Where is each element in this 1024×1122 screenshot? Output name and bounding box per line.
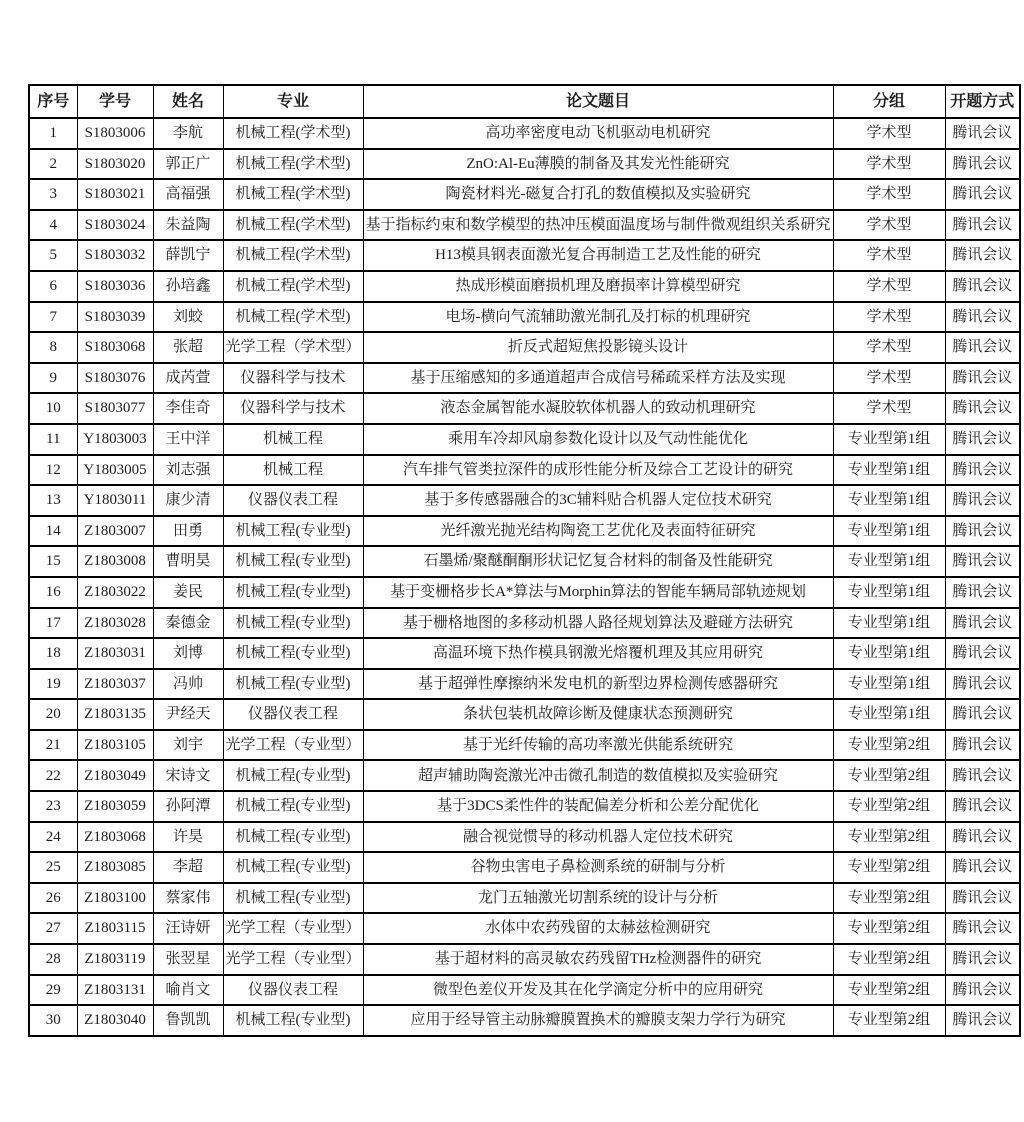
cell-mode: 腾讯会议 bbox=[945, 699, 1020, 730]
table-header bbox=[29, 85, 1020, 118]
cell-student-id: S1803024 bbox=[77, 210, 153, 241]
cell-thesis-title: 基于指标约束和数学模型的热冲压模面温度场与制件微观组织关系研究 bbox=[363, 210, 833, 241]
cell-thesis-title: 超声辅助陶瓷激光冲击微孔制造的数值模拟及实验研究 bbox=[363, 760, 833, 791]
cell-name: 曹明昊 bbox=[153, 546, 223, 577]
cell-index: 27 bbox=[29, 913, 77, 944]
cell-name: 鲁凯凯 bbox=[153, 1005, 223, 1036]
cell-group: 学术型 bbox=[833, 302, 945, 333]
table-row bbox=[29, 699, 1020, 730]
cell-index: 18 bbox=[29, 638, 77, 669]
cell-group: 学术型 bbox=[833, 271, 945, 302]
cell-major: 机械工程(专业型) bbox=[223, 516, 363, 547]
cell-student-id: Z1803105 bbox=[77, 730, 153, 761]
cell-index: 5 bbox=[29, 240, 77, 271]
table-row bbox=[29, 302, 1020, 333]
table-row bbox=[29, 546, 1020, 577]
cell-major: 机械工程(专业型) bbox=[223, 791, 363, 822]
cell-index: 7 bbox=[29, 302, 77, 333]
cell-index: 2 bbox=[29, 149, 77, 180]
cell-student-id: Z1803119 bbox=[77, 944, 153, 975]
cell-thesis-title: 乘用车冷却风扇参数化设计以及气动性能优化 bbox=[363, 424, 833, 455]
cell-index: 11 bbox=[29, 424, 77, 455]
cell-group: 专业型第2组 bbox=[833, 852, 945, 883]
cell-student-id: S1803020 bbox=[77, 149, 153, 180]
cell-group: 专业型第1组 bbox=[833, 485, 945, 516]
cell-name: 刘博 bbox=[153, 638, 223, 669]
cell-group: 专业型第1组 bbox=[833, 608, 945, 639]
cell-mode: 腾讯会议 bbox=[945, 302, 1020, 333]
header-row bbox=[29, 85, 1020, 118]
cell-group: 学术型 bbox=[833, 363, 945, 394]
cell-thesis-title: 应用于经导管主动脉瓣膜置换术的瓣膜支架力学行为研究 bbox=[363, 1005, 833, 1036]
cell-thesis-title: 折反式超短焦投影镜头设计 bbox=[363, 332, 833, 363]
cell-mode: 腾讯会议 bbox=[945, 424, 1020, 455]
cell-thesis-title: ZnO:Al-Eu薄膜的制备及其发光性能研究 bbox=[363, 149, 833, 180]
cell-group: 学术型 bbox=[833, 393, 945, 424]
cell-mode: 腾讯会议 bbox=[945, 577, 1020, 608]
cell-index: 16 bbox=[29, 577, 77, 608]
cell-name: 成芮萱 bbox=[153, 363, 223, 394]
cell-major: 机械工程(专业型) bbox=[223, 638, 363, 669]
cell-major: 仪器科学与技术 bbox=[223, 393, 363, 424]
cell-mode: 腾讯会议 bbox=[945, 944, 1020, 975]
cell-group: 专业型第2组 bbox=[833, 822, 945, 853]
cell-group: 专业型第2组 bbox=[833, 975, 945, 1006]
thesis-defense-roster-sheet bbox=[28, 84, 1021, 1037]
cell-major: 机械工程(学术型) bbox=[223, 302, 363, 333]
cell-name: 姜民 bbox=[153, 577, 223, 608]
cell-index: 26 bbox=[29, 883, 77, 914]
cell-index: 1 bbox=[29, 118, 77, 149]
cell-group: 专业型第2组 bbox=[833, 944, 945, 975]
table-row bbox=[29, 975, 1020, 1006]
cell-group: 专业型第1组 bbox=[833, 424, 945, 455]
cell-mode: 腾讯会议 bbox=[945, 730, 1020, 761]
table-row bbox=[29, 944, 1020, 975]
cell-name: 刘蛟 bbox=[153, 302, 223, 333]
table-row bbox=[29, 118, 1020, 149]
cell-thesis-title: 基于多传感器融合的3C辅料贴合机器人定位技术研究 bbox=[363, 485, 833, 516]
cell-index: 15 bbox=[29, 546, 77, 577]
cell-name: 薛凯宁 bbox=[153, 240, 223, 271]
cell-major: 机械工程(学术型) bbox=[223, 271, 363, 302]
table-row bbox=[29, 455, 1020, 486]
cell-mode: 腾讯会议 bbox=[945, 760, 1020, 791]
table-row bbox=[29, 210, 1020, 241]
cell-major: 仪器仪表工程 bbox=[223, 485, 363, 516]
cell-thesis-title: 液态金属智能水凝胶软体机器人的致动机理研究 bbox=[363, 393, 833, 424]
table-row bbox=[29, 240, 1020, 271]
cell-thesis-title: H13模具钢表面激光复合再制造工艺及性能的研究 bbox=[363, 240, 833, 271]
cell-thesis-title: 微型色差仪开发及其在化学滴定分析中的应用研究 bbox=[363, 975, 833, 1006]
cell-group: 专业型第2组 bbox=[833, 913, 945, 944]
cell-mode: 腾讯会议 bbox=[945, 455, 1020, 486]
cell-index: 10 bbox=[29, 393, 77, 424]
cell-index: 6 bbox=[29, 271, 77, 302]
table-row bbox=[29, 179, 1020, 210]
table-row bbox=[29, 730, 1020, 761]
cell-thesis-title: 基于压缩感知的多通道超声合成信号稀疏采样方法及实现 bbox=[363, 363, 833, 394]
cell-index: 24 bbox=[29, 822, 77, 853]
cell-name: 李超 bbox=[153, 852, 223, 883]
cell-student-id: Z1803115 bbox=[77, 913, 153, 944]
cell-group: 学术型 bbox=[833, 179, 945, 210]
cell-name: 蔡家伟 bbox=[153, 883, 223, 914]
column-header-mode: 开题方式 bbox=[945, 85, 1020, 118]
column-header-name: 姓名 bbox=[153, 85, 223, 118]
thesis-defense-table bbox=[28, 84, 1021, 1037]
table-row bbox=[29, 760, 1020, 791]
table-row bbox=[29, 669, 1020, 700]
cell-name: 许昊 bbox=[153, 822, 223, 853]
column-header-group: 分组 bbox=[833, 85, 945, 118]
cell-mode: 腾讯会议 bbox=[945, 240, 1020, 271]
table-row bbox=[29, 149, 1020, 180]
cell-thesis-title: 基于超材料的高灵敏农药残留THz检测器件的研究 bbox=[363, 944, 833, 975]
cell-index: 13 bbox=[29, 485, 77, 516]
cell-index: 8 bbox=[29, 332, 77, 363]
cell-group: 学术型 bbox=[833, 118, 945, 149]
cell-mode: 腾讯会议 bbox=[945, 1005, 1020, 1036]
cell-major: 机械工程(学术型) bbox=[223, 210, 363, 241]
cell-major: 机械工程(专业型) bbox=[223, 852, 363, 883]
cell-index: 28 bbox=[29, 944, 77, 975]
cell-group: 专业型第1组 bbox=[833, 577, 945, 608]
cell-major: 光学工程（专业型） bbox=[223, 730, 363, 761]
cell-major: 机械工程(专业型) bbox=[223, 608, 363, 639]
cell-thesis-title: 陶瓷材料光-磁复合打孔的数值模拟及实验研究 bbox=[363, 179, 833, 210]
cell-name: 刘志强 bbox=[153, 455, 223, 486]
cell-student-id: S1803036 bbox=[77, 271, 153, 302]
cell-thesis-title: 光纤激光抛光结构陶瓷工艺优化及表面特征研究 bbox=[363, 516, 833, 547]
cell-student-id: S1803076 bbox=[77, 363, 153, 394]
cell-mode: 腾讯会议 bbox=[945, 271, 1020, 302]
cell-name: 尹经天 bbox=[153, 699, 223, 730]
cell-mode: 腾讯会议 bbox=[945, 516, 1020, 547]
cell-index: 29 bbox=[29, 975, 77, 1006]
cell-major: 机械工程(专业型) bbox=[223, 546, 363, 577]
table-row bbox=[29, 485, 1020, 516]
cell-thesis-title: 基于光纤传输的高功率激光供能系统研究 bbox=[363, 730, 833, 761]
cell-index: 22 bbox=[29, 760, 77, 791]
cell-mode: 腾讯会议 bbox=[945, 393, 1020, 424]
cell-mode: 腾讯会议 bbox=[945, 179, 1020, 210]
cell-major: 机械工程(专业型) bbox=[223, 760, 363, 791]
cell-mode: 腾讯会议 bbox=[945, 608, 1020, 639]
cell-name: 冯帅 bbox=[153, 669, 223, 700]
cell-student-id: S1803032 bbox=[77, 240, 153, 271]
cell-group: 专业型第1组 bbox=[833, 669, 945, 700]
cell-thesis-title: 高温环境下热作模具钢激光熔覆机理及其应用研究 bbox=[363, 638, 833, 669]
cell-mode: 腾讯会议 bbox=[945, 913, 1020, 944]
column-header-student-id: 学号 bbox=[77, 85, 153, 118]
cell-group: 专业型第2组 bbox=[833, 791, 945, 822]
cell-major: 机械工程 bbox=[223, 424, 363, 455]
table-row bbox=[29, 608, 1020, 639]
cell-thesis-title: 基于超弹性摩擦纳米发电机的新型边界检测传感器研究 bbox=[363, 669, 833, 700]
cell-major: 仪器仪表工程 bbox=[223, 699, 363, 730]
cell-student-id: Z1803068 bbox=[77, 822, 153, 853]
cell-thesis-title: 水体中农药残留的太赫兹检测研究 bbox=[363, 913, 833, 944]
cell-thesis-title: 基于变栅格步长A*算法与Morphin算法的智能车辆局部轨迹规划 bbox=[363, 577, 833, 608]
table-row bbox=[29, 791, 1020, 822]
cell-mode: 腾讯会议 bbox=[945, 363, 1020, 394]
cell-name: 孙阿潭 bbox=[153, 791, 223, 822]
table-row bbox=[29, 852, 1020, 883]
cell-mode: 腾讯会议 bbox=[945, 638, 1020, 669]
cell-student-id: Z1803049 bbox=[77, 760, 153, 791]
cell-group: 学术型 bbox=[833, 240, 945, 271]
table-row bbox=[29, 424, 1020, 455]
cell-student-id: Z1803085 bbox=[77, 852, 153, 883]
column-header-index: 序号 bbox=[29, 85, 77, 118]
cell-name: 秦德金 bbox=[153, 608, 223, 639]
cell-student-id: S1803006 bbox=[77, 118, 153, 149]
cell-name: 张超 bbox=[153, 332, 223, 363]
cell-name: 高福强 bbox=[153, 179, 223, 210]
cell-name: 朱益陶 bbox=[153, 210, 223, 241]
cell-group: 学术型 bbox=[833, 149, 945, 180]
cell-thesis-title: 龙门五轴激光切割系统的设计与分析 bbox=[363, 883, 833, 914]
table-row bbox=[29, 883, 1020, 914]
cell-student-id: S1803039 bbox=[77, 302, 153, 333]
cell-major: 光学工程（学术型） bbox=[223, 332, 363, 363]
cell-thesis-title: 谷物虫害电子鼻检测系统的研制与分析 bbox=[363, 852, 833, 883]
cell-index: 12 bbox=[29, 455, 77, 486]
cell-major: 机械工程(学术型) bbox=[223, 149, 363, 180]
cell-major: 机械工程(专业型) bbox=[223, 1005, 363, 1036]
cell-mode: 腾讯会议 bbox=[945, 822, 1020, 853]
cell-thesis-title: 高功率密度电动飞机驱动电机研究 bbox=[363, 118, 833, 149]
cell-group: 专业型第1组 bbox=[833, 455, 945, 486]
cell-index: 17 bbox=[29, 608, 77, 639]
cell-name: 宋诗文 bbox=[153, 760, 223, 791]
cell-name: 刘宇 bbox=[153, 730, 223, 761]
cell-thesis-title: 石墨烯/聚醚酮酮形状记忆复合材料的制备及性能研究 bbox=[363, 546, 833, 577]
cell-major: 机械工程(学术型) bbox=[223, 179, 363, 210]
cell-mode: 腾讯会议 bbox=[945, 975, 1020, 1006]
cell-student-id: Y1803011 bbox=[77, 485, 153, 516]
cell-name: 孙培鑫 bbox=[153, 271, 223, 302]
cell-mode: 腾讯会议 bbox=[945, 149, 1020, 180]
cell-name: 郭正广 bbox=[153, 149, 223, 180]
cell-index: 14 bbox=[29, 516, 77, 547]
cell-major: 机械工程(学术型) bbox=[223, 240, 363, 271]
cell-name: 张翌星 bbox=[153, 944, 223, 975]
cell-student-id: Z1803031 bbox=[77, 638, 153, 669]
cell-group: 学术型 bbox=[833, 332, 945, 363]
cell-index: 30 bbox=[29, 1005, 77, 1036]
cell-group: 学术型 bbox=[833, 210, 945, 241]
cell-index: 9 bbox=[29, 363, 77, 394]
cell-student-id: Z1803059 bbox=[77, 791, 153, 822]
table-row bbox=[29, 363, 1020, 394]
cell-student-id: S1803077 bbox=[77, 393, 153, 424]
cell-group: 专业型第1组 bbox=[833, 516, 945, 547]
cell-index: 19 bbox=[29, 669, 77, 700]
cell-index: 23 bbox=[29, 791, 77, 822]
cell-major: 机械工程(学术型) bbox=[223, 118, 363, 149]
cell-student-id: S1803068 bbox=[77, 332, 153, 363]
cell-thesis-title: 基于3DCS柔性件的装配偏差分析和公差分配优化 bbox=[363, 791, 833, 822]
cell-mode: 腾讯会议 bbox=[945, 118, 1020, 149]
cell-group: 专业型第1组 bbox=[833, 546, 945, 577]
cell-group: 专业型第2组 bbox=[833, 883, 945, 914]
cell-name: 李佳奇 bbox=[153, 393, 223, 424]
table-row bbox=[29, 271, 1020, 302]
cell-student-id: Z1803037 bbox=[77, 669, 153, 700]
cell-group: 专业型第2组 bbox=[833, 1005, 945, 1036]
table-row bbox=[29, 638, 1020, 669]
table-row bbox=[29, 577, 1020, 608]
cell-mode: 腾讯会议 bbox=[945, 669, 1020, 700]
cell-group: 专业型第1组 bbox=[833, 638, 945, 669]
cell-group: 专业型第1组 bbox=[833, 699, 945, 730]
table-row bbox=[29, 913, 1020, 944]
cell-name: 田勇 bbox=[153, 516, 223, 547]
cell-index: 25 bbox=[29, 852, 77, 883]
cell-student-id: Z1803028 bbox=[77, 608, 153, 639]
cell-mode: 腾讯会议 bbox=[945, 852, 1020, 883]
cell-major: 机械工程 bbox=[223, 455, 363, 486]
cell-student-id: Z1803022 bbox=[77, 577, 153, 608]
cell-major: 仪器科学与技术 bbox=[223, 363, 363, 394]
cell-mode: 腾讯会议 bbox=[945, 332, 1020, 363]
cell-major: 光学工程（专业型） bbox=[223, 944, 363, 975]
cell-name: 康少清 bbox=[153, 485, 223, 516]
table-row bbox=[29, 393, 1020, 424]
cell-student-id: Z1803008 bbox=[77, 546, 153, 577]
cell-thesis-title: 汽车排气管类拉深件的成形性能分析及综合工艺设计的研究 bbox=[363, 455, 833, 486]
cell-index: 4 bbox=[29, 210, 77, 241]
cell-mode: 腾讯会议 bbox=[945, 791, 1020, 822]
cell-thesis-title: 基于栅格地图的多移动机器人路径规划算法及避碰方法研究 bbox=[363, 608, 833, 639]
cell-name: 李航 bbox=[153, 118, 223, 149]
cell-name: 喻肖文 bbox=[153, 975, 223, 1006]
cell-name: 王中洋 bbox=[153, 424, 223, 455]
table-row bbox=[29, 822, 1020, 853]
cell-index: 20 bbox=[29, 699, 77, 730]
cell-major: 光学工程（专业型） bbox=[223, 913, 363, 944]
column-header-major: 专业 bbox=[223, 85, 363, 118]
column-header-thesis-title: 论文题目 bbox=[363, 85, 833, 118]
table-row bbox=[29, 332, 1020, 363]
cell-index: 21 bbox=[29, 730, 77, 761]
cell-student-id: Z1803100 bbox=[77, 883, 153, 914]
cell-student-id: Z1803007 bbox=[77, 516, 153, 547]
cell-major: 仪器仪表工程 bbox=[223, 975, 363, 1006]
cell-thesis-title: 热成形模面磨损机理及磨损率计算模型研究 bbox=[363, 271, 833, 302]
cell-thesis-title: 融合视觉惯导的移动机器人定位技术研究 bbox=[363, 822, 833, 853]
cell-student-id: Y1803005 bbox=[77, 455, 153, 486]
cell-major: 机械工程(专业型) bbox=[223, 669, 363, 700]
table-body bbox=[29, 118, 1020, 1036]
cell-thesis-title: 条状包装机故障诊断及健康状态预测研究 bbox=[363, 699, 833, 730]
cell-student-id: S1803021 bbox=[77, 179, 153, 210]
cell-major: 机械工程(专业型) bbox=[223, 883, 363, 914]
cell-major: 机械工程(专业型) bbox=[223, 822, 363, 853]
cell-student-id: Z1803131 bbox=[77, 975, 153, 1006]
table-row bbox=[29, 1005, 1020, 1036]
table-row bbox=[29, 516, 1020, 547]
cell-mode: 腾讯会议 bbox=[945, 210, 1020, 241]
cell-mode: 腾讯会议 bbox=[945, 485, 1020, 516]
cell-group: 专业型第2组 bbox=[833, 730, 945, 761]
cell-name: 汪诗妍 bbox=[153, 913, 223, 944]
cell-mode: 腾讯会议 bbox=[945, 883, 1020, 914]
cell-major: 机械工程(专业型) bbox=[223, 577, 363, 608]
cell-student-id: Y1803003 bbox=[77, 424, 153, 455]
cell-mode: 腾讯会议 bbox=[945, 546, 1020, 577]
cell-group: 专业型第2组 bbox=[833, 760, 945, 791]
cell-student-id: Z1803135 bbox=[77, 699, 153, 730]
cell-thesis-title: 电场-横向气流辅助激光制孔及打标的机理研究 bbox=[363, 302, 833, 333]
cell-index: 3 bbox=[29, 179, 77, 210]
cell-student-id: Z1803040 bbox=[77, 1005, 153, 1036]
